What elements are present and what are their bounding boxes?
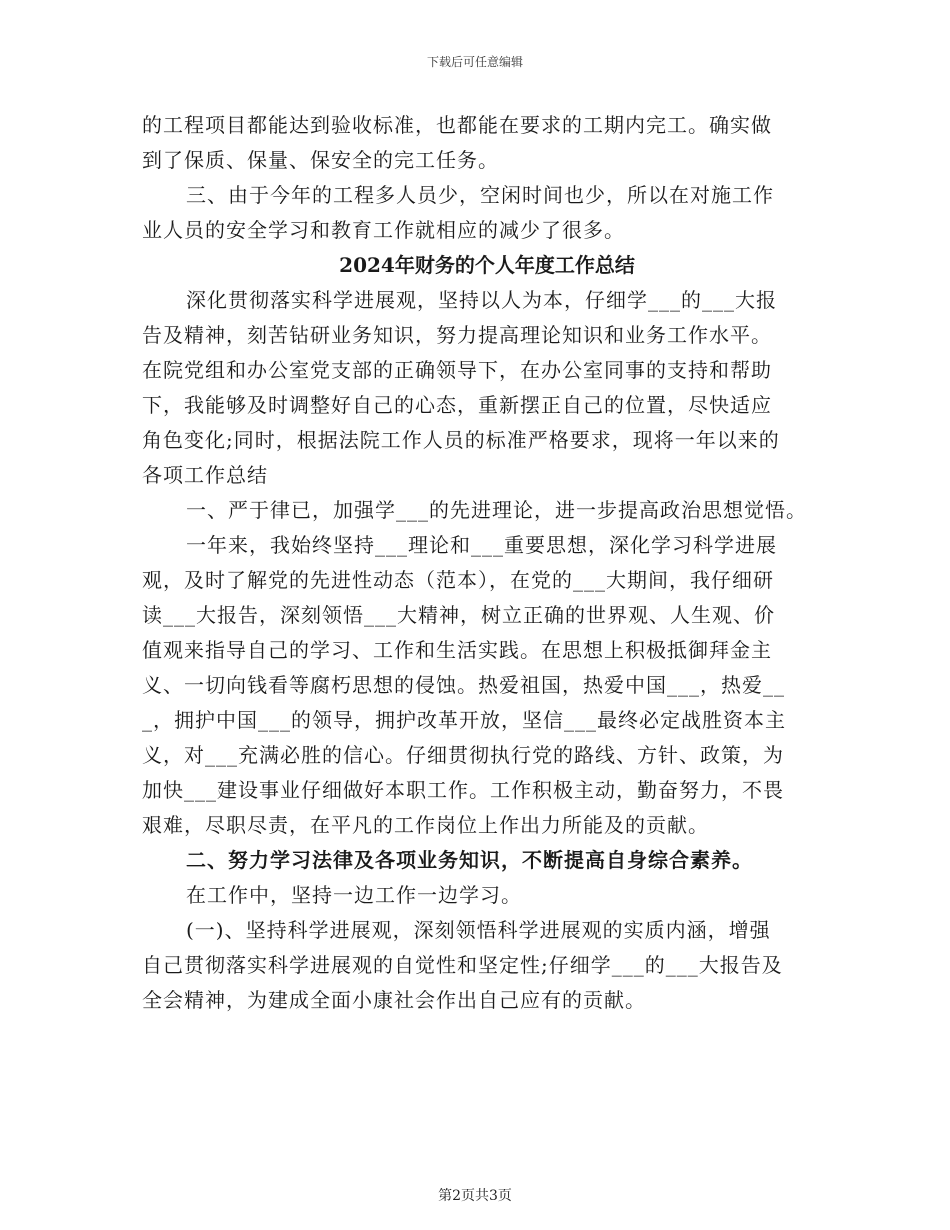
body-line: 全会精神，为建成全面小康社会作出自己应有的贡献。: [142, 988, 646, 1012]
section-heading: 二、努力学习法律及各项业务知识，不断提高自身综合素养。: [186, 848, 753, 872]
page-header: 下载后可任意编辑: [426, 55, 523, 69]
body-line: 深化贯彻落实科学进展观，坚持以人为本，仔细学___的___大报: [186, 288, 777, 312]
body-line: 艰难，尽职尽责，在平凡的工作岗位上作出力所能及的贡献。: [142, 813, 709, 837]
body-line: 加快___建设事业仔细做好本职工作。工作积极主动，勤奋努力，不畏: [142, 778, 784, 802]
document-body: [142, 108, 832, 1018]
body-line: 一、严于律已，加强学___的先进理论，进一步提高政治思想觉悟。: [186, 498, 807, 522]
section-title: 2024年财务的个人年度工作总结: [339, 253, 635, 277]
body-line: 自己贯彻落实科学进展观的自觉性和坚定性;仔细学___的___大报告及: [142, 953, 783, 977]
body-line: 到了保质、保量、保安全的完工任务。: [142, 148, 499, 172]
body-line: 的工程项目都能达到验收标准，也都能在要求的工期内完工。确实做: [142, 113, 772, 137]
body-line: 三、由于今年的工程多人员少，空闲时间也少，所以在对施工作: [186, 183, 774, 207]
page-footer: 第2页共3页: [438, 1188, 512, 1204]
body-line: (一)、坚持科学进展观，深刻领悟科学进展观的实质内涵，增强: [186, 918, 771, 942]
body-line: 各项工作总结: [142, 463, 268, 487]
body-line: 观，及时了解党的先进性动态（范本），在党的___大期间，我仔细研: [142, 568, 774, 592]
body-line: 义，对___充满必胜的信心。仔细贯彻执行党的路线、方针、政策，为: [142, 743, 784, 767]
body-line: 值观来指导自己的学习、工作和生活实践。在思想上积极抵御拜金主: [142, 638, 772, 662]
body-line: 在工作中，坚持一边工作一边学习。: [186, 883, 522, 907]
body-line: 下，我能够及时调整好自己的心态，重新摆正自己的位置，尽快适应: [142, 393, 772, 417]
body-line: _，拥护中国___的领导，拥护改革开放，坚信___最终必定战胜资本主: [142, 708, 786, 732]
body-line: 一年来，我始终坚持___理论和___重要思想，深化学习科学进展: [186, 533, 777, 557]
body-line: 读___大报告，深刻领悟___大精神，树立正确的世界观、人生观、价: [142, 603, 775, 627]
body-line: 业人员的安全学习和教育工作就相应的减少了很多。: [142, 218, 625, 242]
body-line: 在院党组和办公室党支部的正确领导下，在办公室同事的支持和帮助: [142, 358, 772, 382]
body-line: 告及精神，刻苦钻研业务知识，努力提高理论知识和业务工作水平。: [142, 323, 772, 347]
body-line: 角色变化;同时，根据法院工作人员的标准严格要求，现将一年以来的: [142, 428, 780, 452]
body-line: 义、一切向钱看等腐朽思想的侵蚀。热爱祖国，热爱中国___，热爱__: [142, 673, 785, 697]
